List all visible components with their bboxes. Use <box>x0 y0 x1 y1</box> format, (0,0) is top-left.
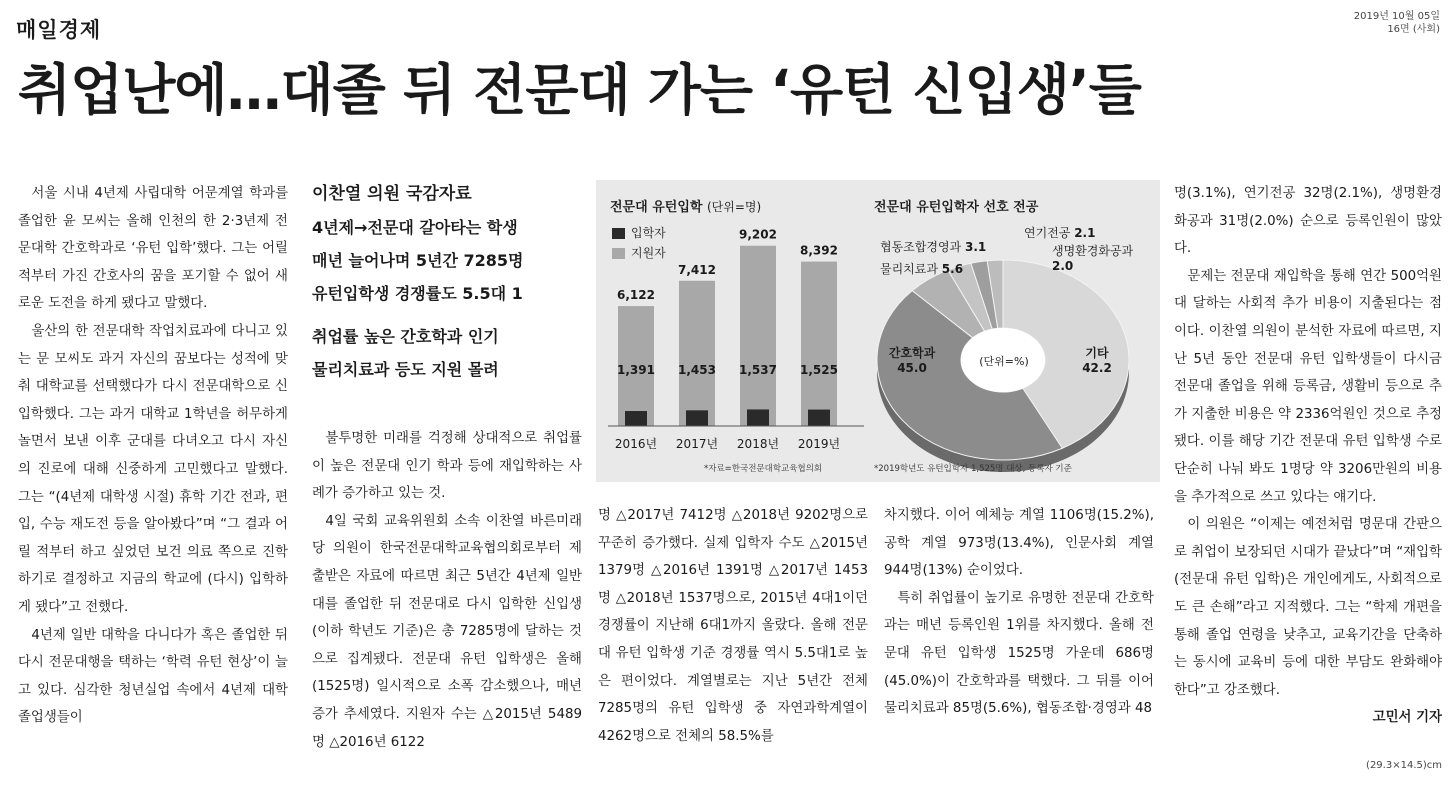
paragraph: 문제는 전문대 재입학을 통해 연간 500억원대 달하는 사회적 추가 비용이 지출된다는 점이다. 이찬열 의원이 분석한 자료에 따르면, 지난 5년 동안 전문대 유턴 입학생들이 다시금 전문대 졸업을 위해 등록금, 생활비 등으로 추가 지출한 비용은 약 2336억원인 것으로 추정됐다. 이를 해당 기간 전문대 유턴 입학생 수로 단순히 나눠 봐도 1명당 약 3206만원의 비용을 추가적으로 쓰고 있다는 얘기다. <box>1174 268 1442 505</box>
article-column-5 <box>1174 180 1442 732</box>
bar-value-label-applicants: 6,122 <box>617 288 655 303</box>
bar-applicants <box>740 246 776 426</box>
paragraph: 이 의원은 “이제는 예전처럼 명문대 간판으로 취업이 보장되던 시대가 끝났다”며 “재입학(전문대 유턴 입학)은 개인에게도, 사회적으로도 큰 손해”라고 지적했다. 그는 “학제 개편을 통해 졸업 연령을 낮추고, 교육기간을 단축하는 동시에 교육비 등에 대한 부담도 완화해야 한다”고 강조했다. <box>1174 517 1442 698</box>
pie-label-physical-therapy: 물리치료과 5.6 <box>880 262 964 276</box>
subhead-line: 4년제→전문대 갈아타는 학생 <box>312 218 518 237</box>
pie-chart-unit: (단위=%) <box>979 355 1029 368</box>
subhead-line: 취업률 높은 간호학과 인기 <box>312 327 499 346</box>
article-column-1 <box>18 180 288 732</box>
bar-admitted <box>747 409 769 426</box>
pie-label-nursing: 간호학과 45.0 <box>888 346 936 375</box>
paragraph: 4일 국회 교육위원회 소속 이찬열 바른미래당 의원이 한국전문대학교육협의회로부터 제출받은 자료에 따르면 최근 5년간 4년제 일반대를 졸업한 뒤 전문대로 다시 입학한 신입생(이하 학년도 기준)은 총 7285명에 달하는 것으로 집계됐다. 전문대 유턴 입학생은 올해(1525명) 일시적으로 소폭 감소했으나, 매년 증가 추세였다. 지원자 수는 △2015년 5489명 △2016년 6122 <box>312 513 582 750</box>
infographic-box <box>596 180 1160 482</box>
paragraph: 명 △2017년 7412명 △2018년 9202명으로 꾸준히 증가했다. 실제 입학자 수도 △2015년 1379명 △2016년 1391명 △2017년 1453명 △2018년 1537명으로, 2015년 4대1이던 경쟁률이 지난해 6대1까지 올랐다. 올해 전문대 유턴 입학생 기준 경쟁률 역시 5.5대1로 높은 편이었다. 계열별로는 지난 5년간 전체 7285명의 유턴 입학생 중 자연과학계열이 4262명으로 전체의 58.5%를 <box>598 508 868 744</box>
bar-applicants <box>801 262 837 426</box>
x-tick-label: 2019년 <box>797 437 841 451</box>
paragraph: 명(3.1%), 연기전공 32명(2.1%), 생명환경화공과 31명(2.0%) 순으로 등록인원이 많았다. <box>1174 186 1442 257</box>
x-tick-label: 2016년 <box>614 437 658 451</box>
subheadlines <box>312 178 582 386</box>
pie-label-bio-chem: 생명환경화공과 2.0 <box>1052 244 1134 273</box>
pie-label-other: 기타 42.2 <box>1082 346 1112 375</box>
paragraph: 불투명한 미래를 걱정해 상대적으로 취업률이 높은 전문대 인기 학과 등에 재입학하는 사례가 증가하고 있는 것. <box>312 431 582 502</box>
pie-label-coop-business: 협동조합경영과 3.1 <box>880 240 987 254</box>
bar-value-label-applicants: 7,412 <box>678 262 716 277</box>
article-column-4 <box>884 502 1154 723</box>
x-tick-label: 2018년 <box>736 437 780 451</box>
article-column-2 <box>312 425 582 756</box>
paragraph: 울산의 한 전문대학 작업치료과에 다니고 있는 문 모씨도 과거 자신의 꿈보다는 성적에 맞춰 대학교를 선택했다가 다시 전문대학으로 신입학했다. 그는 과거 대학교 1학년을 허무하게 놀면서 보낸 이후 군대를 다녀오고 다시 자신의 진로에 대해 신중하게 고민했다고 말했다. 그는 “(4년제 대학생 시절) 휴학 기간 전과, 편입, 수능 재도전 등을 알아봤다”며 “그 결과 어릴 적부터 하고 싶었던 보건 의료 쪽으로 진학하기로 결정하고 지금의 학교에 (다시) 입학하게 됐다”고 전했다. <box>18 323 288 615</box>
page-section: 16면 (사회) <box>1387 24 1440 35</box>
publish-date: 2019년 10월 05일 <box>1353 11 1440 22</box>
bar-value-label-applicants: 8,392 <box>800 243 838 258</box>
bar-chart-unit: (단위=명) <box>706 200 762 214</box>
article-size-note: (29.3×14.5)cm <box>1366 760 1442 771</box>
legend-label: 지원자 <box>631 246 666 260</box>
bar-value-label-admitted: 1,537 <box>739 363 777 377</box>
subhead-line: 물리치료과 등도 지원 몰려 <box>312 360 499 379</box>
bar-admitted <box>808 410 830 426</box>
legend-label: 입학자 <box>631 226 666 240</box>
bar-admitted <box>686 410 708 426</box>
pie-chart-title: 전문대 유턴입학자 선호 전공 <box>874 200 1039 215</box>
bar-value-label-applicants: 9,202 <box>739 227 777 242</box>
x-tick-label: 2017년 <box>675 437 719 451</box>
newspaper-name: 매일경제 <box>16 18 102 42</box>
bar-applicants <box>679 281 715 426</box>
paragraph: 4년제 일반 대학을 다니다가 혹은 졸업한 뒤 다시 전문대행을 택하는 ‘학력 유턴 현상’이 늘고 있다. 심각한 청년실업 속에서 4년제 대학 졸업생들이 <box>18 627 288 726</box>
paragraph: 서울 시내 4년제 사립대학 어문계열 학과를 졸업한 윤 모씨는 올해 인천의 한 2·3년제 전문대학 간호학과로 ‘유턴 입학’했다. 그는 어릴 적부터 가진 간호사의 꿈을 포기할 수 없어 새로운 도전을 하게 됐다고 말했다. <box>18 186 288 312</box>
subhead-line: 유턴입학생 경쟁률도 5.5대 1 <box>312 284 523 303</box>
headline: 취업난에…대졸 뒤 전문대 가는 ‘유턴 신입생’들 <box>18 58 1141 122</box>
paragraph: 특히 취업률이 높기로 유명한 전문대 간호학과는 매년 등록인원 1위를 차지했다. 올해 전문대 유턴 입학생 1525명 가운데 686명(45.0%)이 간호학과를 택했다. 그 뒤를 이어 물리치료과 85명(5.6%), 협동조합·경영과 48 <box>884 590 1154 717</box>
article-column-3 <box>598 502 868 750</box>
subhead-source: 이찬열 의원 국감자료 <box>312 184 472 204</box>
bar-chart-source: *자료=한국전문대학교육협의회 <box>704 464 823 474</box>
bar-chart <box>596 180 876 482</box>
pie-chart <box>870 180 1160 482</box>
paragraph: 차지했다. 이어 예체능 계열 1106명(15.2%), 공학 계열 973명(13.4%), 인문사회 계열 944명(13%) 순이었다. <box>884 508 1154 579</box>
byline: 고민서 기자 <box>1372 710 1442 726</box>
dateline <box>1354 10 1440 36</box>
bar-admitted <box>625 411 647 426</box>
pie-chart-source: *2019학년도 유턴입학자 1,525명 대상, 등록자 기준 <box>874 464 1072 474</box>
bar-chart-title-text: 전문대 유턴입학 <box>610 200 703 215</box>
bar-value-label-admitted: 1,453 <box>678 363 716 377</box>
subhead-line: 매년 늘어나며 5년간 7285명 <box>312 251 524 270</box>
bar-value-label-admitted: 1,391 <box>617 363 655 377</box>
bar-value-label-admitted: 1,525 <box>800 363 838 377</box>
pie-label-acting: 연기전공 2.1 <box>1024 226 1096 240</box>
